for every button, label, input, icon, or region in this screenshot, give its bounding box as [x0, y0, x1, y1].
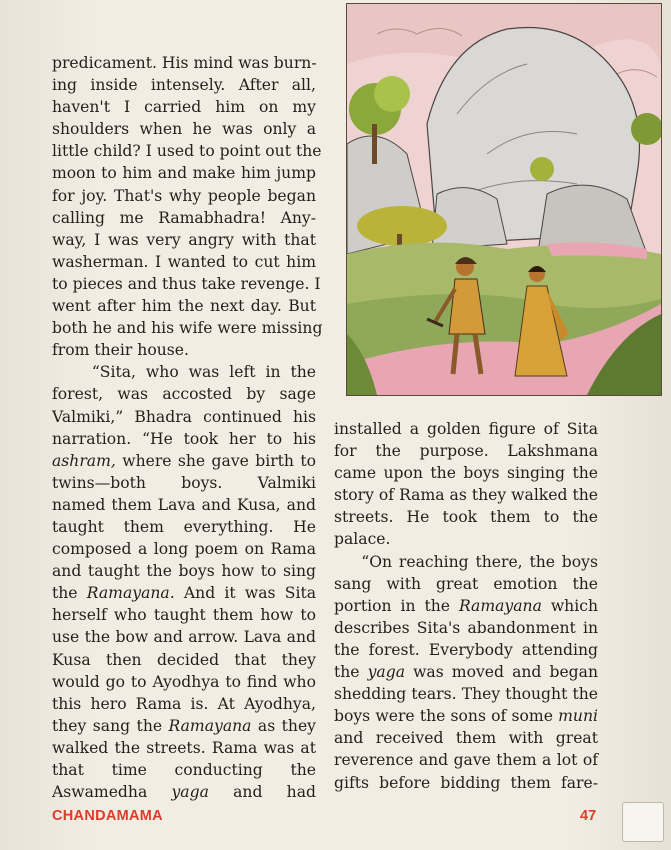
text-line: that time conducting the: [52, 761, 316, 779]
text-line: gifts before bidding them fare-: [334, 773, 598, 792]
text-line: they sang the Ramayana as they: [52, 716, 316, 735]
text-line: way, I was very angry with that: [52, 230, 316, 249]
text-line: the forest. Everybody attending: [334, 640, 598, 659]
text-line: streets. He took them to the: [334, 508, 598, 527]
text-line: haven't I carried him on my: [52, 98, 316, 117]
text-line: came upon the boys singing the: [334, 464, 598, 483]
text-line: story of Rama as they walked the: [334, 486, 598, 505]
text-line: reverence and gave them a lot of: [334, 751, 598, 770]
text-line: ing inside intensely. After all,: [52, 76, 316, 95]
page-number: 47: [580, 808, 597, 824]
text-line: to pieces and thus take revenge. I: [52, 274, 321, 293]
text-line: shedding tears. They thought the: [334, 685, 598, 704]
text-line: installed a golden figure of Sita: [334, 420, 598, 438]
right-text-column: [334, 418, 598, 794]
text-line: shoulders when he was only a: [52, 120, 316, 139]
text-line: boys were the sons of some muni: [334, 707, 598, 726]
text-line: this hero Rama is. At Ayodhya,: [52, 694, 316, 713]
text-line: sang with great emotion the: [334, 574, 598, 593]
text-line: would go to Ayodhya to find who: [52, 672, 316, 691]
text-line: named them Lava and Kusa, and: [52, 495, 316, 514]
text-line: portion in the Ramayana which: [334, 596, 598, 615]
text-line: Kusa then decided that they: [52, 650, 316, 669]
text-line: from their house.: [52, 341, 189, 360]
text-line: went after him the next day. But: [52, 297, 316, 316]
library-stamp-icon: [622, 802, 664, 842]
forest-rocks-two-figures-illustration: [346, 3, 662, 396]
text-line: and taught the boys how to sing: [52, 562, 316, 581]
text-line: “Sita, who was left in the: [52, 363, 316, 382]
text-line: narration. “He took her to his: [52, 429, 316, 448]
text-line: and received them with great: [334, 729, 598, 748]
text-line: both he and his wife were missing: [52, 319, 323, 338]
text-line: calling me Ramabhadra! Any-: [52, 208, 316, 227]
text-line: “On reaching there, the boys: [334, 552, 598, 571]
text-line: palace.: [334, 530, 391, 549]
magazine-brand: CHANDAMAMA: [52, 808, 163, 824]
text-line: washerman. I wanted to cut him: [52, 252, 316, 271]
left-text-column: [52, 52, 323, 803]
text-line: use the bow and arrow. Lava and: [52, 628, 316, 647]
text-line: taught them everything. He: [52, 517, 316, 536]
text-line: the Ramayana. And it was Sita: [52, 584, 317, 603]
text-line: Valmiki,” Bhadra continued his: [52, 407, 316, 426]
text-line: ashram, where she gave birth to: [52, 451, 316, 470]
text-line: twins—both boys. Valmiki: [52, 473, 316, 492]
text-line: composed a long poem on Rama: [52, 540, 316, 559]
text-line: herself who taught them how to: [52, 606, 316, 625]
text-line: Aswamedha yaga and had: [52, 783, 316, 802]
text-line: moon to him and make him jump: [52, 164, 316, 183]
text-line: predicament. His mind was burn-: [52, 54, 317, 72]
text-line: walked the streets. Rama was at: [52, 738, 316, 757]
text-line: for joy. That's why people began: [52, 186, 316, 205]
text-line: forest, was accosted by sage: [52, 385, 316, 404]
text-line: for the purpose. Lakshmana: [334, 442, 598, 461]
text-line: little child? I used to point out the: [52, 142, 322, 161]
text-line: the yaga was moved and began: [334, 663, 599, 682]
text-line: describes Sita's abandonment in: [334, 618, 598, 637]
